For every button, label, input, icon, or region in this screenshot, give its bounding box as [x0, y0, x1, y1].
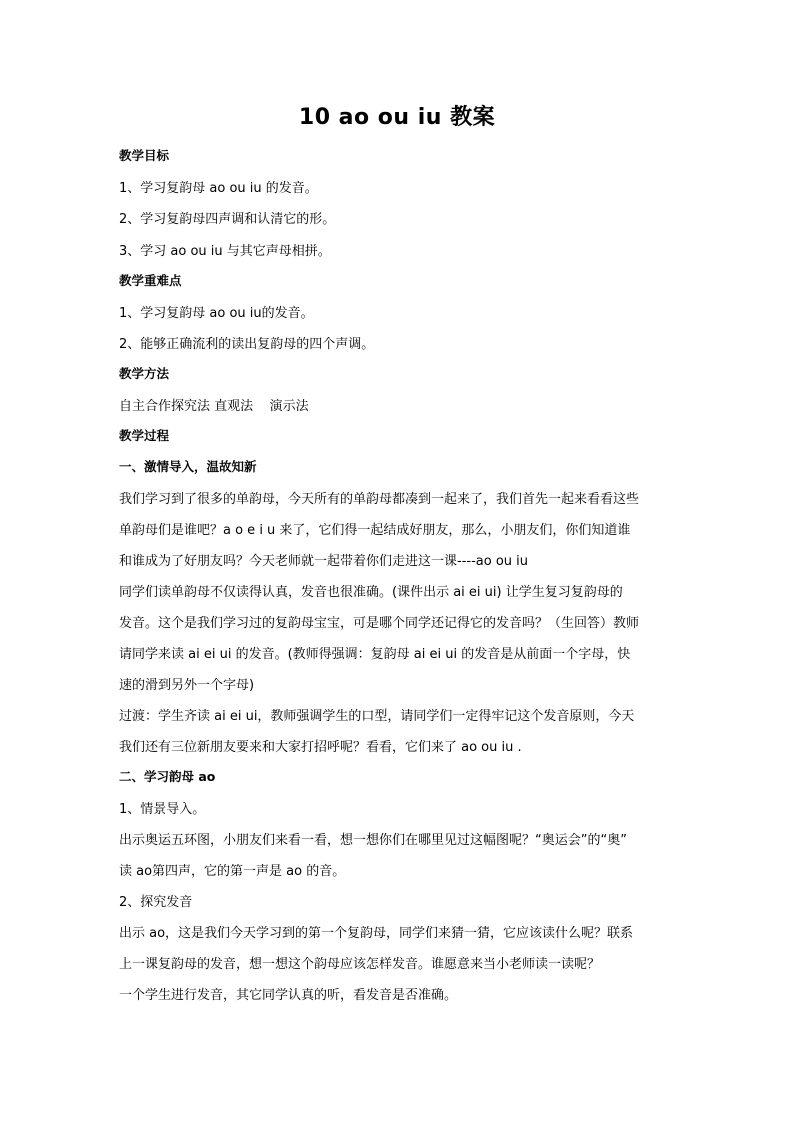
paragraph-line: 请同学来读 ai ei ui 的发音。(教师得强调：复韵母 ai ei ui 的发音是从前面一个字母，快: [119, 647, 631, 662]
paragraph-line: 一个学生进行发音，其它同学认真的听，看发音是否准确。: [119, 988, 458, 1003]
paragraph-line: 发音。这个是我们学习过的复韵母宝宝，可是哪个同学还记得它的发音吗？（生回答）教师: [119, 616, 640, 631]
objective-1: 1、学习复韵母 ao ou iu 的发音。: [119, 181, 318, 196]
paragraph-line: 我们学习到了很多的单韵母，今天所有的单韵母都凑到一起来了，我们首先一起来看看这些: [119, 492, 640, 507]
paragraph-line: 和谁成为了好朋友吗？今天老师就一起带着你们走进这一课----ao ou iu: [119, 554, 528, 569]
paragraph-line: 过渡：学生齐读 ai ei ui，教师强调学生的口型，请同学们一定得牢记这个发音原则，今天: [119, 709, 635, 724]
methods-text: 自主合作探究法 直观法 演示法: [119, 399, 309, 414]
subsection-2: 2、探究发音: [119, 895, 193, 910]
paragraph-line: 单韵母们是谁吧？a o e i u 来了，它们得一起结成好朋友，那么，小朋友们，你们知道谁: [119, 523, 631, 538]
paragraph-line: 同学们读单韵母不仅读得认真，发音也很准确。(课件出示 ai ei ui) 让学生复习复韵母的: [119, 585, 623, 600]
paragraph-line: 速的滑到另外一个字母): [119, 678, 255, 693]
heading-objectives: 教学目标: [119, 148, 170, 163]
paragraph-line: 我们还有三位新朋友要来和大家打招呼呢？看看，它们来了 ao ou iu .: [119, 740, 522, 755]
key-point-1: 1、学习复韵母 ao ou iu的发音。: [119, 306, 314, 321]
section-2-heading: 二、学习韵母 ao: [119, 769, 216, 784]
heading-methods: 教学方法: [119, 366, 170, 381]
paragraph-line: 读 ao第四声，它的第一声是 ao 的音。: [119, 864, 346, 879]
key-point-2: 2、能够正确流利的读出复韵母的四个声调。: [119, 337, 375, 352]
paragraph-line: 出示 ao，这是我们今天学习到的第一个复韵母，同学们来猜一猜，它应该读什么呢？联系: [119, 926, 634, 941]
objective-2: 2、学习复韵母四声调和认清它的形。: [119, 212, 336, 227]
document-title: 10 ao ou iu 教案: [298, 105, 496, 130]
section-1-heading: 一、激情导入，温故知新: [119, 459, 257, 474]
subsection-1: 1、情景导入。: [119, 802, 206, 817]
objective-3: 3、学习 ao ou iu 与其它声母相拼。: [119, 244, 331, 259]
paragraph-line: 上一课复韵母的发音，想一想这个韵母应该怎样发音。谁愿意来当小老师读一读呢？: [119, 957, 601, 972]
heading-process: 教学过程: [119, 428, 170, 443]
paragraph-line: 出示奥运五环图，小朋友们来看一看，想一想你们在哪里见过这幅图呢？“奥运会”的“奥”: [119, 833, 627, 848]
heading-key-points: 教学重难点: [119, 273, 182, 288]
